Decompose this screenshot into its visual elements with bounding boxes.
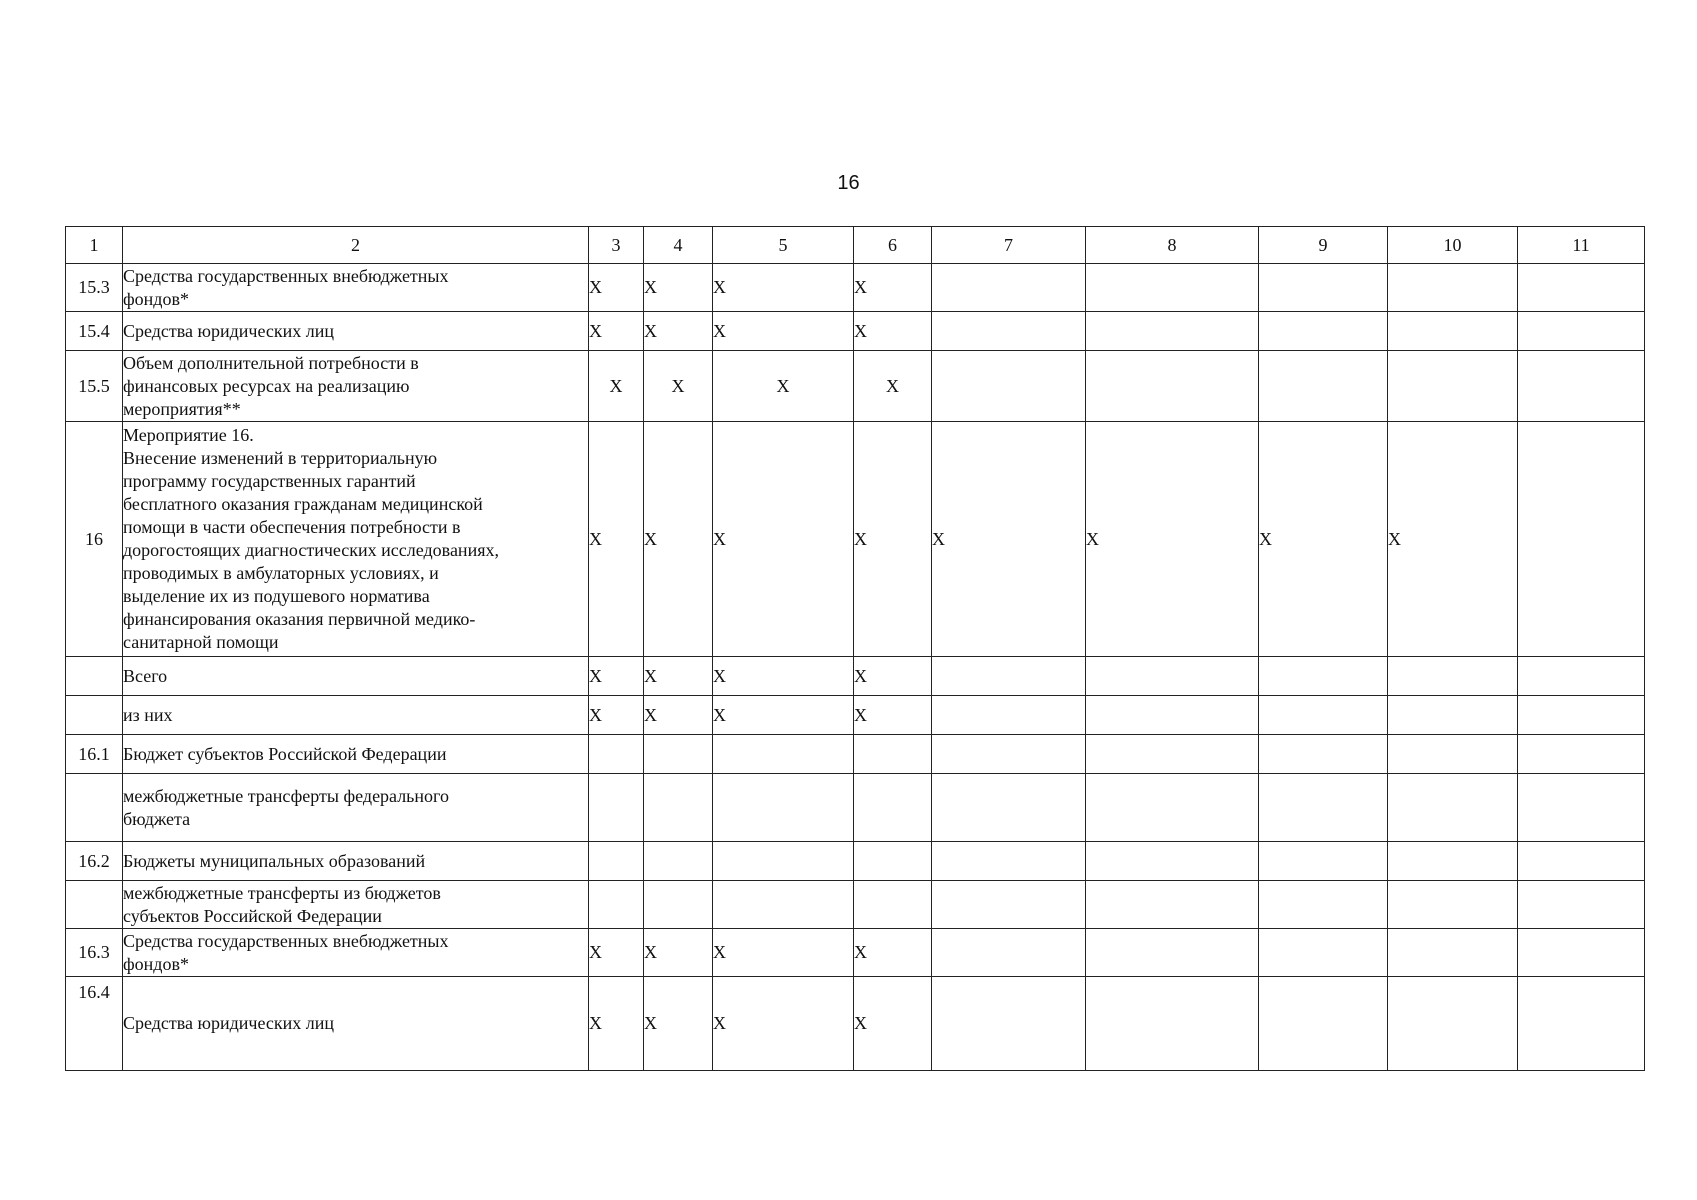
row-number: 16.1 [66,735,123,774]
cell-col-4 [644,774,713,842]
cell-col-8 [1086,735,1259,774]
cell-col-11 [1518,351,1645,422]
cell-col-9 [1259,351,1388,422]
column-header: 7 [932,227,1086,264]
cell-col-6 [854,842,932,881]
cell-col-7 [932,657,1086,696]
table-row [66,929,1645,977]
cell-col-11 [1518,657,1645,696]
cell-col-3: X [589,312,644,351]
cell-col-8 [1086,774,1259,842]
cell-col-5: X [713,657,854,696]
cell-col-5 [713,774,854,842]
cell-col-10 [1388,696,1518,735]
cell-col-3 [589,881,644,929]
cell-col-10 [1388,929,1518,977]
cell-col-10 [1388,977,1518,1071]
cell-col-3: X [589,929,644,977]
row-name: межбюджетные трансферты федерального бюджета [123,774,589,842]
cell-col-7 [932,977,1086,1071]
cell-col-7 [932,696,1086,735]
cell-col-5 [713,735,854,774]
row-number: 16.3 [66,929,123,977]
cell-col-7 [932,351,1086,422]
column-header: 3 [589,227,644,264]
cell-col-6: X [854,696,932,735]
cell-col-8 [1086,881,1259,929]
cell-col-9 [1259,696,1388,735]
column-header: 8 [1086,227,1259,264]
cell-col-3 [589,774,644,842]
row-number [66,657,123,696]
table-row [66,312,1645,351]
cell-col-8: X [1086,422,1259,657]
column-header: 1 [66,227,123,264]
cell-col-8 [1086,264,1259,312]
cell-col-3: X [589,264,644,312]
cell-col-4: X [644,264,713,312]
row-name: Средства юридических лиц [123,977,589,1071]
column-header: 2 [123,227,589,264]
cell-col-10 [1388,264,1518,312]
table-row [66,735,1645,774]
row-name: Средства государственных внебюджетных фондов* [123,264,589,312]
row-number [66,774,123,842]
row-number: 16 [66,422,123,657]
cell-col-11 [1518,696,1645,735]
cell-col-10 [1388,881,1518,929]
column-header: 9 [1259,227,1388,264]
cell-col-8 [1086,657,1259,696]
funding-table [65,226,1645,1071]
cell-col-10 [1388,312,1518,351]
column-header: 5 [713,227,854,264]
cell-col-9 [1259,312,1388,351]
cell-col-9: X [1259,422,1388,657]
header-row [66,227,1645,264]
table-row [66,696,1645,735]
cell-col-5: X [713,977,854,1071]
cell-col-11 [1518,977,1645,1071]
cell-col-6: X [854,264,932,312]
cell-col-9 [1259,735,1388,774]
row-name: Средства юридических лиц [123,312,589,351]
cell-col-10 [1388,735,1518,774]
cell-col-5: X [713,312,854,351]
cell-col-8 [1086,842,1259,881]
cell-col-7 [932,735,1086,774]
table-row [66,774,1645,842]
column-header: 11 [1518,227,1645,264]
cell-col-3 [589,735,644,774]
cell-col-4: X [644,422,713,657]
cell-col-4 [644,842,713,881]
cell-col-11 [1518,774,1645,842]
cell-col-10 [1388,657,1518,696]
cell-col-7 [932,312,1086,351]
cell-col-6: X [854,929,932,977]
cell-col-8 [1086,312,1259,351]
cell-col-9 [1259,881,1388,929]
table-row [66,842,1645,881]
cell-col-9 [1259,977,1388,1071]
cell-col-9 [1259,264,1388,312]
page-number: 16 [837,172,860,194]
row-number: 15.4 [66,312,123,351]
cell-col-6: X [854,351,932,422]
cell-col-3: X [589,977,644,1071]
cell-col-11 [1518,735,1645,774]
row-name: Средства государственных внебюджетных фондов* [123,929,589,977]
cell-col-5: X [713,696,854,735]
cell-col-11 [1518,312,1645,351]
table-row [66,977,1645,1071]
cell-col-10 [1388,842,1518,881]
cell-col-7 [932,774,1086,842]
cell-col-8 [1086,977,1259,1071]
cell-col-4: X [644,351,713,422]
row-number: 15.5 [66,351,123,422]
cell-col-5 [713,842,854,881]
table-row [66,881,1645,929]
row-name: из них [123,696,589,735]
cell-col-11 [1518,264,1645,312]
cell-col-5: X [713,929,854,977]
row-number: 16.4 [66,977,123,1071]
cell-col-8 [1086,929,1259,977]
cell-col-6: X [854,422,932,657]
cell-col-9 [1259,657,1388,696]
cell-col-8 [1086,696,1259,735]
cell-col-7: X [932,422,1086,657]
cell-col-3: X [589,422,644,657]
cell-col-10 [1388,351,1518,422]
cell-col-4: X [644,696,713,735]
cell-col-10 [1388,774,1518,842]
cell-col-5: X [713,422,854,657]
cell-col-4: X [644,312,713,351]
cell-col-11 [1518,842,1645,881]
row-name: межбюджетные трансферты из бюджетов субъектов Российской Федерации [123,881,589,929]
cell-col-4: X [644,929,713,977]
row-name: Мероприятие 16. Внесение изменений в территориальную программу государственных гарантий бесплатного оказания гражданам медицинской помощи в части обеспечения потребности в дорогостоящих диагностических исследованиях, проводимых в амбулаторных условиях, и выделение их из подушевого норматива финансирования оказания первичной медико- санитарной помощи [123,422,589,657]
row-name: Объем дополнительной потребности в финансовых ресурсах на реализацию мероприятия** [123,351,589,422]
cell-col-6: X [854,657,932,696]
cell-col-10: X [1388,422,1518,657]
row-number: 15.3 [66,264,123,312]
cell-col-6 [854,881,932,929]
cell-col-7 [932,929,1086,977]
cell-col-3: X [589,351,644,422]
cell-col-4 [644,735,713,774]
cell-col-6: X [854,312,932,351]
cell-col-11 [1518,422,1645,657]
cell-col-11 [1518,929,1645,977]
row-name: Всего [123,657,589,696]
row-name: Бюджет субъектов Российской Федерации [123,735,589,774]
cell-col-6: X [854,977,932,1071]
cell-col-9 [1259,929,1388,977]
cell-col-6 [854,774,932,842]
cell-col-5: X [713,264,854,312]
row-number [66,881,123,929]
cell-col-5: X [713,351,854,422]
cell-col-7 [932,842,1086,881]
table-row [66,264,1645,312]
cell-col-4 [644,881,713,929]
cell-col-9 [1259,842,1388,881]
cell-col-4: X [644,977,713,1071]
cell-col-7 [932,264,1086,312]
column-header: 6 [854,227,932,264]
column-header: 4 [644,227,713,264]
cell-col-7 [932,881,1086,929]
row-number [66,696,123,735]
table-row [66,422,1645,657]
row-name: Бюджеты муниципальных образований [123,842,589,881]
cell-col-3: X [589,696,644,735]
cell-col-9 [1259,774,1388,842]
cell-col-4: X [644,657,713,696]
cell-col-6 [854,735,932,774]
row-number: 16.2 [66,842,123,881]
cell-col-3 [589,842,644,881]
cell-col-8 [1086,351,1259,422]
cell-col-11 [1518,881,1645,929]
table-row [66,351,1645,422]
cell-col-3: X [589,657,644,696]
cell-col-5 [713,881,854,929]
table-row [66,657,1645,696]
column-header: 10 [1388,227,1518,264]
